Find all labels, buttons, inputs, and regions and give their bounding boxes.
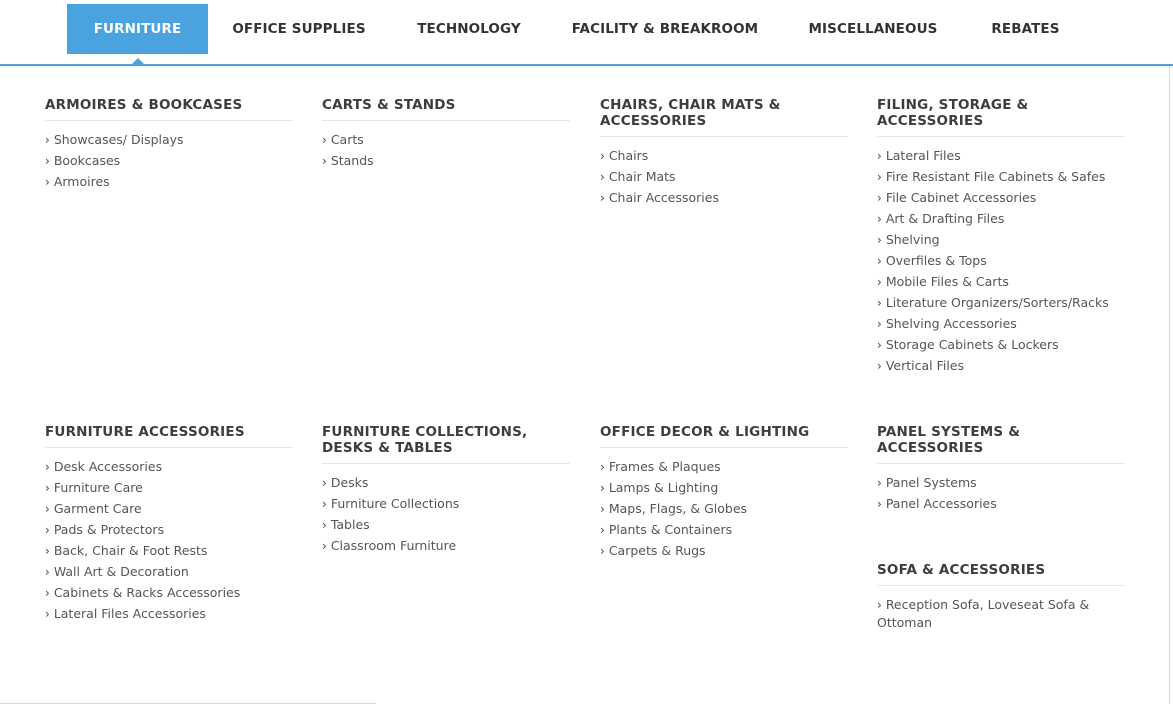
category-panel-systems	[877, 424, 1125, 516]
subcategory-link[interactable]: › Tables	[322, 517, 370, 532]
subcategory-link[interactable]: › Mobile Files & Carts	[877, 274, 1009, 289]
category-heading[interactable]: FILING, STORAGE & ACCESSORIES	[877, 97, 1125, 137]
subcategory-link[interactable]: › Panel Systems	[877, 475, 977, 490]
subcategory-link[interactable]: › Cabinets & Racks Accessories	[45, 585, 241, 600]
chevron-right-icon: ›	[600, 191, 605, 205]
chevron-right-icon: ›	[322, 154, 327, 168]
nav-tab-office-supplies[interactable]: OFFICE SUPPLIES	[232, 21, 366, 37]
chevron-right-icon: ›	[877, 317, 882, 331]
category-heading[interactable]: ARMOIRES & BOOKCASES	[45, 97, 293, 121]
category-chairs-chair-mats	[600, 97, 848, 210]
subcategory-link[interactable]: › Fire Resistant File Cabinets & Safes	[877, 169, 1106, 184]
category-heading[interactable]: FURNITURE ACCESSORIES	[45, 424, 293, 448]
chevron-right-icon: ›	[600, 502, 605, 516]
category-heading[interactable]: CHAIRS, CHAIR MATS & ACCESSORIES	[600, 97, 848, 137]
subcategory-list	[45, 131, 293, 191]
chevron-right-icon: ›	[322, 518, 327, 532]
category-heading[interactable]: CARTS & STANDS	[322, 97, 570, 121]
chevron-right-icon: ›	[600, 170, 605, 184]
subcategory-link[interactable]: › Overfiles & Tops	[877, 253, 987, 268]
chevron-right-icon: ›	[45, 154, 50, 168]
category-filing-storage	[877, 97, 1125, 378]
chevron-right-icon: ›	[877, 338, 882, 352]
subcategory-link[interactable]: › Plants & Containers	[600, 522, 733, 537]
subcategory-link[interactable]: › Desk Accessories	[45, 459, 163, 474]
subcategory-link[interactable]: › Back, Chair & Foot Rests	[45, 543, 208, 558]
active-tab-caret-icon	[132, 58, 144, 64]
chevron-right-icon: ›	[600, 523, 605, 537]
category-heading[interactable]: SOFA & ACCESSORIES	[877, 562, 1125, 586]
chevron-right-icon: ›	[600, 481, 605, 495]
subcategory-link[interactable]: › Lamps & Lighting	[600, 480, 719, 495]
subcategory-link[interactable]: › Lateral Files Accessories	[45, 606, 206, 621]
subcategory-link[interactable]: › Chair Accessories	[600, 190, 719, 205]
subcategory-link[interactable]: › Carts	[322, 132, 364, 147]
chevron-right-icon: ›	[877, 598, 882, 612]
panel-border	[1169, 66, 1170, 704]
subcategory-link[interactable]: › Stands	[322, 153, 374, 168]
nav-tab-technology[interactable]: TECHNOLOGY	[417, 21, 521, 37]
category-carts-stands	[322, 97, 570, 173]
subcategory-link[interactable]: › Maps, Flags, & Globes	[600, 501, 748, 516]
subcategory-list	[877, 596, 1125, 632]
category-furniture-accessories	[45, 424, 293, 626]
chevron-right-icon: ›	[600, 544, 605, 558]
chevron-right-icon: ›	[45, 544, 50, 558]
chevron-right-icon: ›	[45, 523, 50, 537]
subcategory-list	[322, 474, 570, 555]
nav-tab-facility-breakroom[interactable]: FACILITY & BREAKROOM	[571, 21, 759, 37]
chevron-right-icon: ›	[877, 233, 882, 247]
subcategory-link[interactable]: › Showcases/ Displays	[45, 132, 184, 147]
chevron-right-icon: ›	[600, 460, 605, 474]
subcategory-link[interactable]: › Carpets & Rugs	[600, 543, 706, 558]
chevron-right-icon: ›	[877, 497, 882, 511]
nav-tab-furniture[interactable]: FURNITURE	[67, 4, 208, 54]
category-armoires-bookcases	[45, 97, 293, 194]
chevron-right-icon: ›	[322, 476, 327, 490]
subcategory-list	[877, 147, 1125, 375]
subcategory-list	[45, 458, 293, 623]
chevron-right-icon: ›	[45, 481, 50, 495]
category-furniture-collections	[322, 424, 570, 558]
chevron-right-icon: ›	[45, 502, 50, 516]
subcategory-link[interactable]: › Storage Cabinets & Lockers	[877, 337, 1059, 352]
subcategory-link[interactable]: › Literature Organizers/Sorters/Racks	[877, 295, 1109, 310]
category-office-decor-lighting	[600, 424, 848, 563]
chevron-right-icon: ›	[877, 191, 882, 205]
subcategory-link[interactable]: › Armoires	[45, 174, 110, 189]
chevron-right-icon: ›	[45, 586, 50, 600]
subcategory-link[interactable]: › Art & Drafting Files	[877, 211, 1005, 226]
subcategory-link[interactable]: › Chair Mats	[600, 169, 676, 184]
subcategory-link[interactable]: › Frames & Plaques	[600, 459, 721, 474]
nav-tab-miscellaneous[interactable]: MISCELLANEOUS	[808, 21, 938, 37]
subcategory-link[interactable]: › Furniture Care	[45, 480, 143, 495]
subcategory-link[interactable]: › Lateral Files	[877, 148, 961, 163]
subcategory-list	[600, 147, 848, 207]
chevron-right-icon: ›	[322, 497, 327, 511]
subcategory-list	[322, 131, 570, 170]
subcategory-link[interactable]: › Panel Accessories	[877, 496, 997, 511]
subcategory-list	[877, 474, 1125, 513]
subcategory-link[interactable]: › Vertical Files	[877, 358, 965, 373]
subcategory-link[interactable]: › Chairs	[600, 148, 649, 163]
category-heading[interactable]: PANEL SYSTEMS & ACCESSORIES	[877, 424, 1125, 464]
chevron-right-icon: ›	[600, 149, 605, 163]
chevron-right-icon: ›	[877, 212, 882, 226]
chevron-right-icon: ›	[45, 565, 50, 579]
subcategory-link[interactable]: › Desks	[322, 475, 369, 490]
chevron-right-icon: ›	[877, 254, 882, 268]
chevron-right-icon: ›	[322, 539, 327, 553]
subcategory-list	[600, 458, 848, 560]
subcategory-link[interactable]: › Garment Care	[45, 501, 142, 516]
subcategory-link[interactable]: › Reception Sofa, Loveseat Sofa & Ottoman	[877, 597, 1090, 630]
subcategory-link[interactable]: › Shelving Accessories	[877, 316, 1017, 331]
category-heading[interactable]: OFFICE DECOR & LIGHTING	[600, 424, 848, 448]
nav-tab-rebates[interactable]: REBATES	[991, 21, 1060, 37]
chevron-right-icon: ›	[877, 476, 882, 490]
subcategory-link[interactable]: › Wall Art & Decoration	[45, 564, 189, 579]
category-sofa-accessories	[877, 562, 1125, 635]
chevron-right-icon: ›	[877, 275, 882, 289]
subcategory-link[interactable]: › Shelving	[877, 232, 940, 247]
subcategory-link[interactable]: › Pads & Protectors	[45, 522, 165, 537]
chevron-right-icon: ›	[45, 460, 50, 474]
chevron-right-icon: ›	[877, 149, 882, 163]
chevron-right-icon: ›	[45, 607, 50, 621]
chevron-right-icon: ›	[877, 296, 882, 310]
category-heading[interactable]: FURNITURE COLLECTIONS, DESKS & TABLES	[322, 424, 570, 464]
subcategory-link[interactable]: › File Cabinet Accessories	[877, 190, 1037, 205]
chevron-right-icon: ›	[45, 175, 50, 189]
chevron-right-icon: ›	[877, 170, 882, 184]
subcategory-link[interactable]: › Furniture Collections	[322, 496, 460, 511]
top-navigation	[0, 0, 1173, 66]
chevron-right-icon: ›	[45, 133, 50, 147]
chevron-right-icon: ›	[877, 359, 882, 373]
subcategory-link[interactable]: › Classroom Furniture	[322, 538, 457, 553]
chevron-right-icon: ›	[322, 133, 327, 147]
subcategory-link[interactable]: › Bookcases	[45, 153, 121, 168]
